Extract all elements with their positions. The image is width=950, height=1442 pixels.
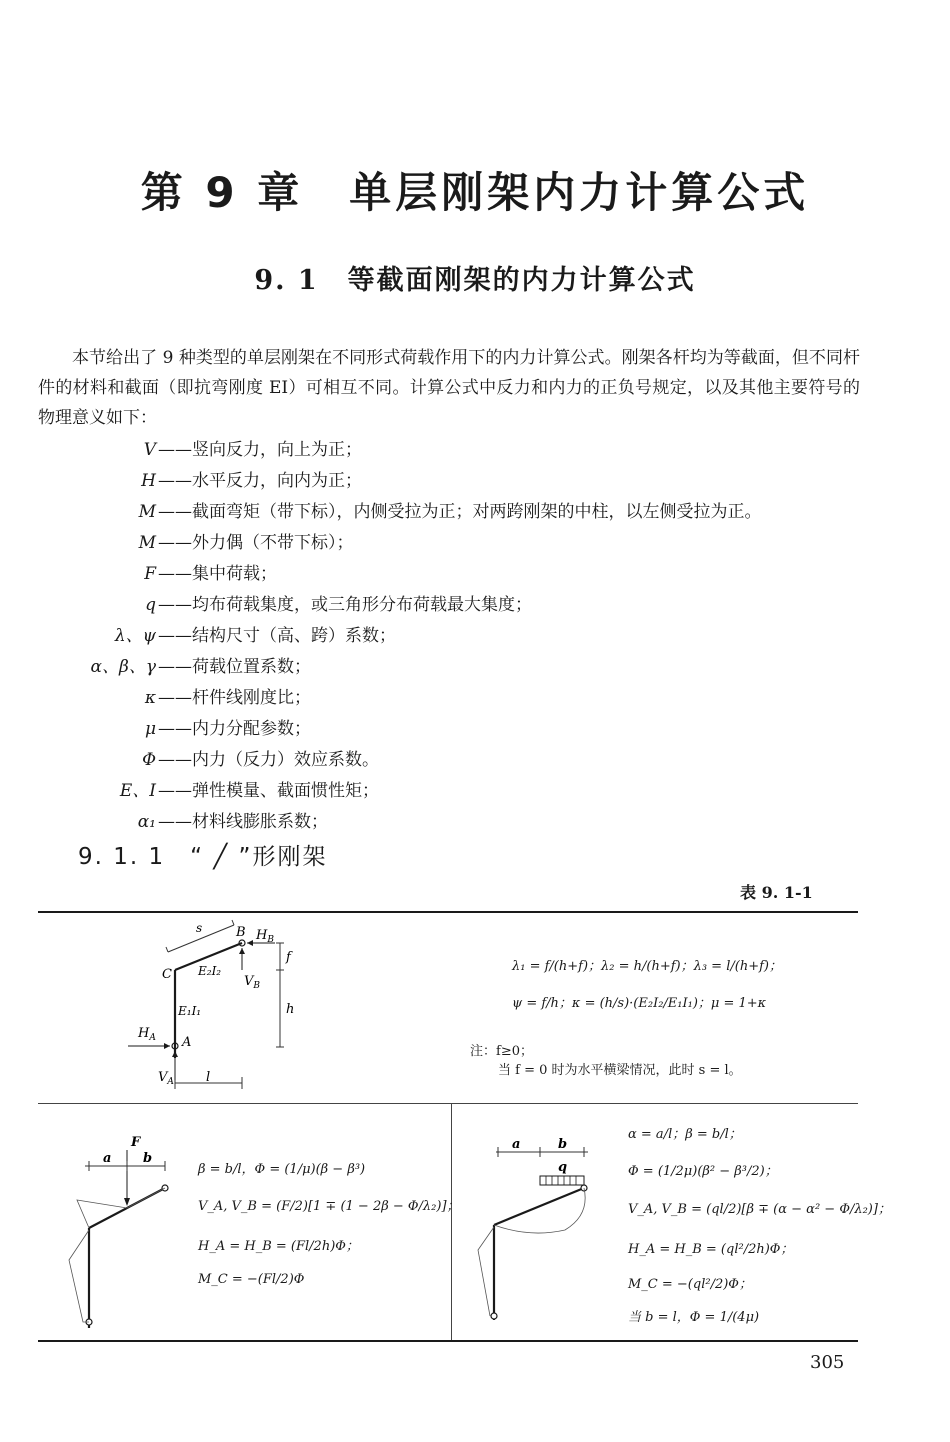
intro-paragraph: 本节给出了 9 种类型的单层刚架在不同形式荷载作用下的内力计算公式。刚架各杆均为等截面，但不同杆件的材料和截面（即抗弯刚度 EI）可相互不同。计算公式中反力和内力的正负号规定，以及其他主要符号的物理意义如下： [38, 348, 860, 428]
note-row-1 [470, 1040, 533, 1059]
label-HA: $H_A$ [138, 1026, 156, 1043]
case1-formula-1: β = b/l，Φ = (1/μ)(β − β³) [198, 1162, 366, 1177]
case2-diagram [470, 1130, 620, 1330]
case2-label-q: q [558, 1160, 568, 1175]
case2-moment-rafter [494, 1188, 585, 1233]
label-A: A [182, 1035, 192, 1050]
symbol-list [38, 435, 898, 838]
table-top-rule [38, 911, 858, 913]
case2-formula-3: V_A, V_B = (ql/2)[β ∓ (α − α² − Φ/λ₂)]； [628, 1202, 891, 1217]
case2-formula-6: 当 b = l，Φ = 1/(4μ) [628, 1310, 760, 1325]
symbol-row [38, 621, 898, 652]
symbol-row [38, 559, 898, 590]
symbol-glyph: V [143, 440, 156, 460]
case2-load-block [540, 1176, 584, 1185]
symbol-description: ——荷载位置系数； [158, 657, 311, 677]
case1-label-a: a [103, 1151, 112, 1166]
symbol-row [38, 807, 898, 838]
label-VB: $V_B$ [244, 974, 261, 991]
symbol-description: ——水平反力，向内为正； [158, 471, 362, 491]
case1-moment-column [69, 1230, 89, 1322]
case2-formula-1: α = a/l；β = b/l； [628, 1127, 742, 1142]
symbol-glyph: M [138, 533, 156, 553]
symbol-glyph: κ [144, 688, 156, 708]
symbol-glyph: F [144, 564, 156, 584]
case2-moment-column [478, 1227, 494, 1316]
table-column-divider [451, 1104, 452, 1340]
table-label: 表 9. 1-1 [740, 883, 813, 902]
label-E2I2: E₂I₂ [198, 964, 222, 978]
page-number: 305 [810, 1352, 845, 1373]
table-bottom-rule [38, 1340, 858, 1342]
label-C: C [162, 967, 172, 982]
label-s: s [196, 921, 203, 935]
symbol-row [38, 776, 898, 807]
symbol-glyph: α₁ [137, 812, 156, 832]
label-h: h [286, 1002, 295, 1017]
symbol-row [38, 435, 898, 466]
symbol-row [38, 497, 898, 528]
label-B: B [236, 925, 246, 940]
case2-label-b: b [558, 1137, 568, 1152]
symbol-glyph: λ、ψ [114, 626, 156, 646]
symbol-row [38, 745, 898, 776]
symbol-glyph: μ [144, 719, 156, 739]
symbol-description: ——材料线膨胀系数； [158, 812, 328, 832]
note-text-1: f≥0； [496, 1044, 533, 1059]
symbol-glyph: H [141, 471, 156, 491]
table-row-divider [38, 1103, 858, 1104]
symbol-glyph: E、I [119, 781, 156, 801]
symbol-description: ——内力（反力）效应系数。 [158, 750, 379, 770]
case1-formula-2: V_A, V_B = (F/2)[1 ∓ (1 − 2β − Φ/λ₂)]； [198, 1199, 460, 1214]
symbol-glyph: Φ [142, 750, 156, 770]
symbol-description: ——弹性模量、截面惯性矩； [158, 781, 379, 801]
param-line-1: λ₁ = f/(h+f)；λ₂ = h/(h+f)；λ₃ = l/(h+f)； [512, 959, 782, 974]
label-HB: $H_B$ [256, 928, 274, 945]
param-line-2: ψ = f/h；κ = (h/s)·(E₂I₂/E₁I₁)；μ = 1+κ [512, 996, 767, 1011]
symbol-glyph: α、β、γ [90, 657, 156, 677]
symbol-description: ——外力偶（不带下标）； [158, 533, 354, 553]
symbol-row [38, 683, 898, 714]
note-label: 注： [470, 1044, 497, 1059]
section-title: 9. 1 等截面刚架的内力计算公式 [254, 265, 696, 296]
chapter-title: 第 9 章 单层刚架内力计算公式 [140, 168, 810, 217]
symbol-row [38, 466, 898, 497]
case2-formula-4: H_A = H_B = (ql²/2h)Φ； [628, 1242, 794, 1257]
symbol-row [38, 714, 898, 745]
symbol-row [38, 590, 898, 621]
label-f: f [286, 950, 291, 965]
symbol-description: ——均布荷载集度，或三角形分布荷载最大集度； [158, 595, 532, 615]
subsection-title: 9. 1. 1 “ ╱ ”形刚架 [78, 844, 328, 870]
symbol-description: ——集中荷载； [158, 564, 277, 584]
symbol-description: ——竖向反力，向上为正； [158, 440, 362, 460]
case2-label-a: a [512, 1137, 521, 1152]
symbol-description: ——杆件线刚度比； [158, 688, 311, 708]
symbol-row [38, 528, 898, 559]
case1-formula-3: H_A = H_B = (Fl/2h)Φ； [198, 1239, 359, 1254]
case2-rafter [494, 1188, 584, 1225]
case1-diagram [55, 1130, 200, 1330]
case2-formula-2: Φ = (1/2μ)(β² − β³/2)； [628, 1164, 778, 1179]
frame-diagram [120, 915, 310, 1095]
symbol-description: ——内力分配参数； [158, 719, 311, 739]
case1-label-b: b [143, 1151, 153, 1166]
case2-formula-5: M_C = −(ql²/2)Φ； [628, 1277, 752, 1292]
label-VA: $V_A$ [158, 1070, 174, 1087]
label-E1I1: E₁I₁ [178, 1004, 202, 1018]
symbol-glyph: q [145, 595, 156, 615]
symbol-description: ——截面弯矩（带下标），内侧受拉为正；对两跨刚架的中柱，以左侧受拉为正。 [158, 502, 762, 522]
case1-label-F: F [131, 1135, 141, 1150]
symbol-glyph: M [138, 502, 156, 522]
symbol-row [38, 652, 898, 683]
label-l: l [206, 1070, 211, 1085]
note-text-2: 当 f = 0 时为水平横梁情况，此时 s = l。 [498, 1063, 742, 1078]
symbol-description: ——结构尺寸（高、跨）系数； [158, 626, 396, 646]
case1-formula-4: M_C = −(Fl/2)Φ [198, 1272, 305, 1287]
